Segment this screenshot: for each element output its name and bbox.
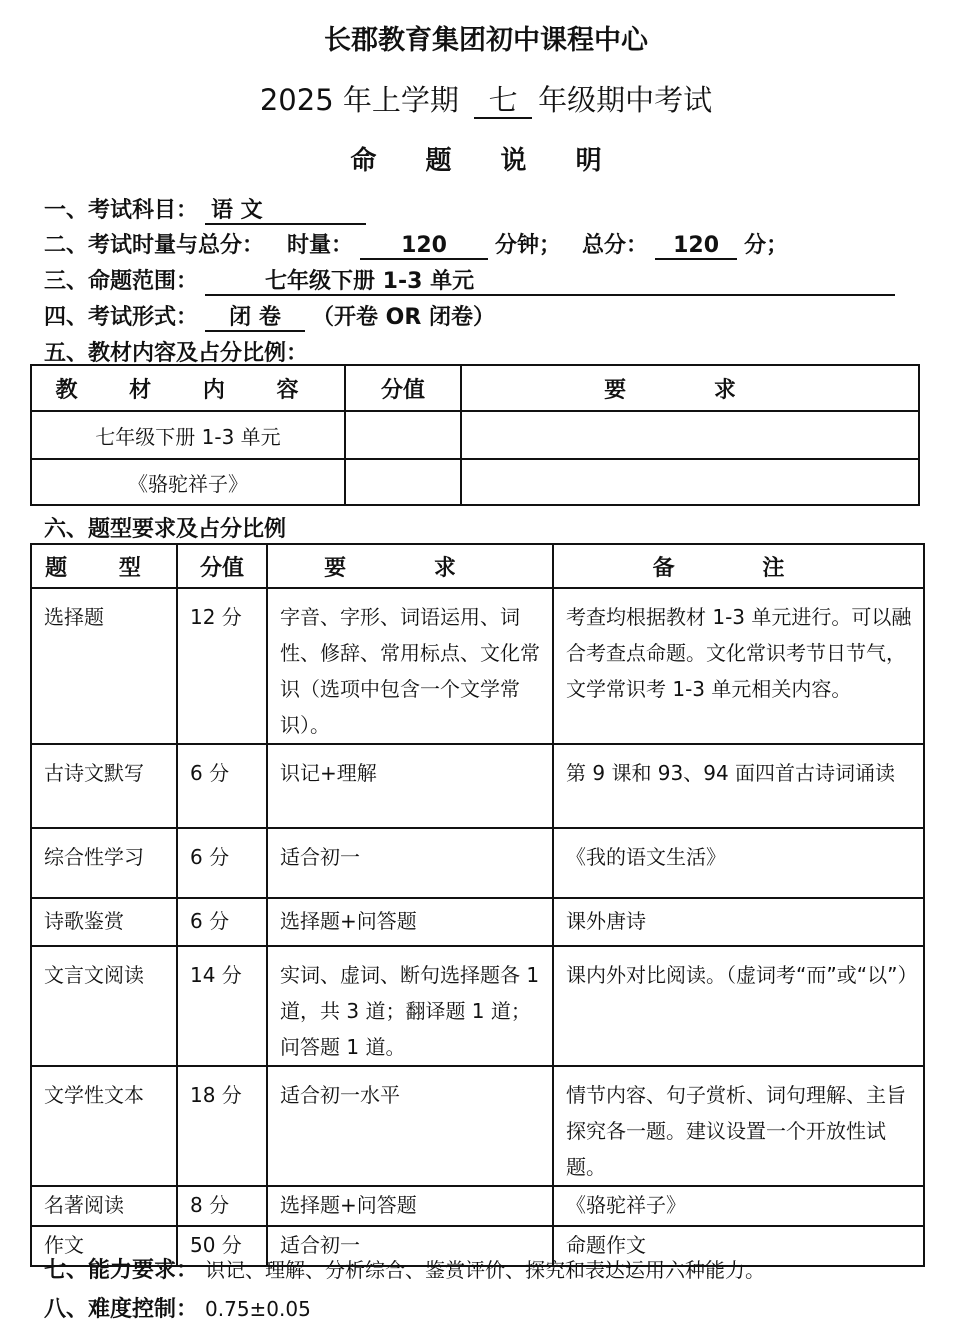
content-cell: 七年级下册 1-3 单元 bbox=[31, 411, 345, 459]
type-note-cell: 情节内容、句子赏析、词句理解、主旨探究各一题。建议设置一个开放性试题。 bbox=[553, 1066, 924, 1186]
type-cell: 诗歌鉴赏 bbox=[31, 898, 177, 946]
form-note: （开卷 OR 闭卷） bbox=[312, 305, 495, 330]
type-cell: 文学性文本 bbox=[31, 1066, 177, 1186]
type-req-cell: 字音、字形、词语运用、词性、修辞、常用标点、文化常识（选项中包含一个文学常识）。 bbox=[267, 588, 553, 744]
time-unit: 分钟； bbox=[495, 233, 562, 258]
table-row bbox=[31, 1066, 924, 1186]
term-suffix: 年级期中考试 bbox=[538, 83, 713, 117]
form-label: 四、考试形式： bbox=[44, 305, 199, 330]
score-cell bbox=[345, 459, 461, 505]
type-score-cell: 8 分 bbox=[177, 1186, 267, 1226]
type-req-cell: 选择题+问答题 bbox=[267, 898, 553, 946]
content-header: 教 材 内 容 bbox=[31, 365, 345, 411]
time-caption: 时量： bbox=[287, 233, 354, 258]
type-cell: 古诗文默写 bbox=[31, 744, 177, 828]
score-unit: 分； bbox=[744, 233, 789, 258]
difficulty-label: 八、难度控制： bbox=[44, 1297, 199, 1322]
scope-line bbox=[44, 264, 895, 296]
score-caption: 总分： bbox=[582, 233, 649, 258]
type-req-cell: 选择题+问答题 bbox=[267, 1186, 553, 1226]
school-title: 长郡教育集团初中课程中心 bbox=[324, 25, 648, 56]
type-note-cell: 命题作文 bbox=[553, 1226, 924, 1266]
types-label: 六、题型要求及占分比例 bbox=[44, 517, 287, 542]
table-row bbox=[31, 588, 924, 744]
subject-value: 语 文 bbox=[205, 198, 366, 225]
ability-label: 七、能力要求： bbox=[44, 1258, 199, 1283]
type-note-cell: 考查均根据教材 1-3 单元进行。可以融合考查点命题。文化常识考节日节气，文学常识考 1-3 单元相关内容。 bbox=[553, 588, 924, 744]
ability-value: 识记、理解、分析综合、鉴赏评价、探究和表达运用六种能力。 bbox=[205, 1258, 766, 1282]
table-row bbox=[31, 744, 924, 828]
difficulty-line bbox=[44, 1292, 311, 1323]
type-note-cell: 课外唐诗 bbox=[553, 898, 924, 946]
type-score-cell: 14 分 bbox=[177, 946, 267, 1066]
types-table bbox=[30, 543, 925, 1267]
type-score-header: 分值 bbox=[177, 544, 267, 588]
form-value: 闭 卷 bbox=[205, 305, 305, 332]
type-cell: 综合性学习 bbox=[31, 828, 177, 898]
time-value: 120 bbox=[360, 233, 488, 260]
doc-title: 命 题 说 明 bbox=[350, 146, 622, 176]
term-prefix: 2025 年上学期 bbox=[259, 83, 459, 117]
req-cell bbox=[461, 411, 919, 459]
content-cell: 《骆驼祥子》 bbox=[31, 459, 345, 505]
type-note-cell: 《骆驼祥子》 bbox=[553, 1186, 924, 1226]
type-req-cell: 适合初一水平 bbox=[267, 1066, 553, 1186]
type-req-cell: 适合初一 bbox=[267, 828, 553, 898]
grade-value: 七 bbox=[474, 84, 532, 119]
type-note-cell: 课内外对比阅读。（虚词考“而”或“以”） bbox=[553, 946, 924, 1066]
scope-value: 七年级下册 1-3 单元 bbox=[205, 269, 895, 296]
content-table bbox=[30, 364, 920, 506]
type-score-cell: 6 分 bbox=[177, 744, 267, 828]
type-note-cell: 《我的语文生活》 bbox=[553, 828, 924, 898]
subject-label: 一、考试科目： bbox=[44, 198, 199, 223]
table-row bbox=[31, 411, 919, 459]
type-req-cell: 实词、虚词、断句选择题各 1 道，共 3 道；翻译题 1 道；问答题 1 道。 bbox=[267, 946, 553, 1066]
table-row bbox=[31, 459, 919, 505]
type-score-cell: 12 分 bbox=[177, 588, 267, 744]
type-req-header: 要 求 bbox=[267, 544, 553, 588]
difficulty-value: 0.75±0.05 bbox=[205, 1297, 311, 1321]
table-row bbox=[31, 898, 924, 946]
type-req-cell: 适合初一 bbox=[267, 1226, 553, 1266]
content-score-header: 分值 bbox=[345, 365, 461, 411]
scope-label: 三、命题范围： bbox=[44, 269, 199, 294]
table-row bbox=[31, 828, 924, 898]
content-label: 五、教材内容及占分比例： bbox=[44, 341, 309, 366]
ability-line bbox=[44, 1253, 765, 1284]
req-cell bbox=[461, 459, 919, 505]
type-cell: 选择题 bbox=[31, 588, 177, 744]
type-note-header: 备 注 bbox=[553, 544, 924, 588]
form-line bbox=[44, 300, 495, 332]
score-value: 120 bbox=[655, 233, 737, 260]
type-score-cell: 6 分 bbox=[177, 828, 267, 898]
type-note-cell: 第 9 课和 93、94 面四首古诗词诵读 bbox=[553, 744, 924, 828]
type-header: 题 型 bbox=[31, 544, 177, 588]
table-row bbox=[31, 1186, 924, 1226]
type-req-cell: 识记+理解 bbox=[267, 744, 553, 828]
type-cell: 名著阅读 bbox=[31, 1186, 177, 1226]
time-label: 二、考试时量与总分： bbox=[44, 233, 265, 258]
type-score-cell: 50 分 bbox=[177, 1226, 267, 1266]
type-cell: 作文 bbox=[31, 1226, 177, 1266]
content-req-header: 要 求 bbox=[461, 365, 919, 411]
exam-title bbox=[0, 78, 972, 119]
time-line bbox=[44, 228, 788, 260]
type-score-cell: 18 分 bbox=[177, 1066, 267, 1186]
type-score-cell: 6 分 bbox=[177, 898, 267, 946]
type-cell: 文言文阅读 bbox=[31, 946, 177, 1066]
score-cell bbox=[345, 411, 461, 459]
subject-line bbox=[44, 193, 366, 225]
table-row bbox=[31, 946, 924, 1066]
